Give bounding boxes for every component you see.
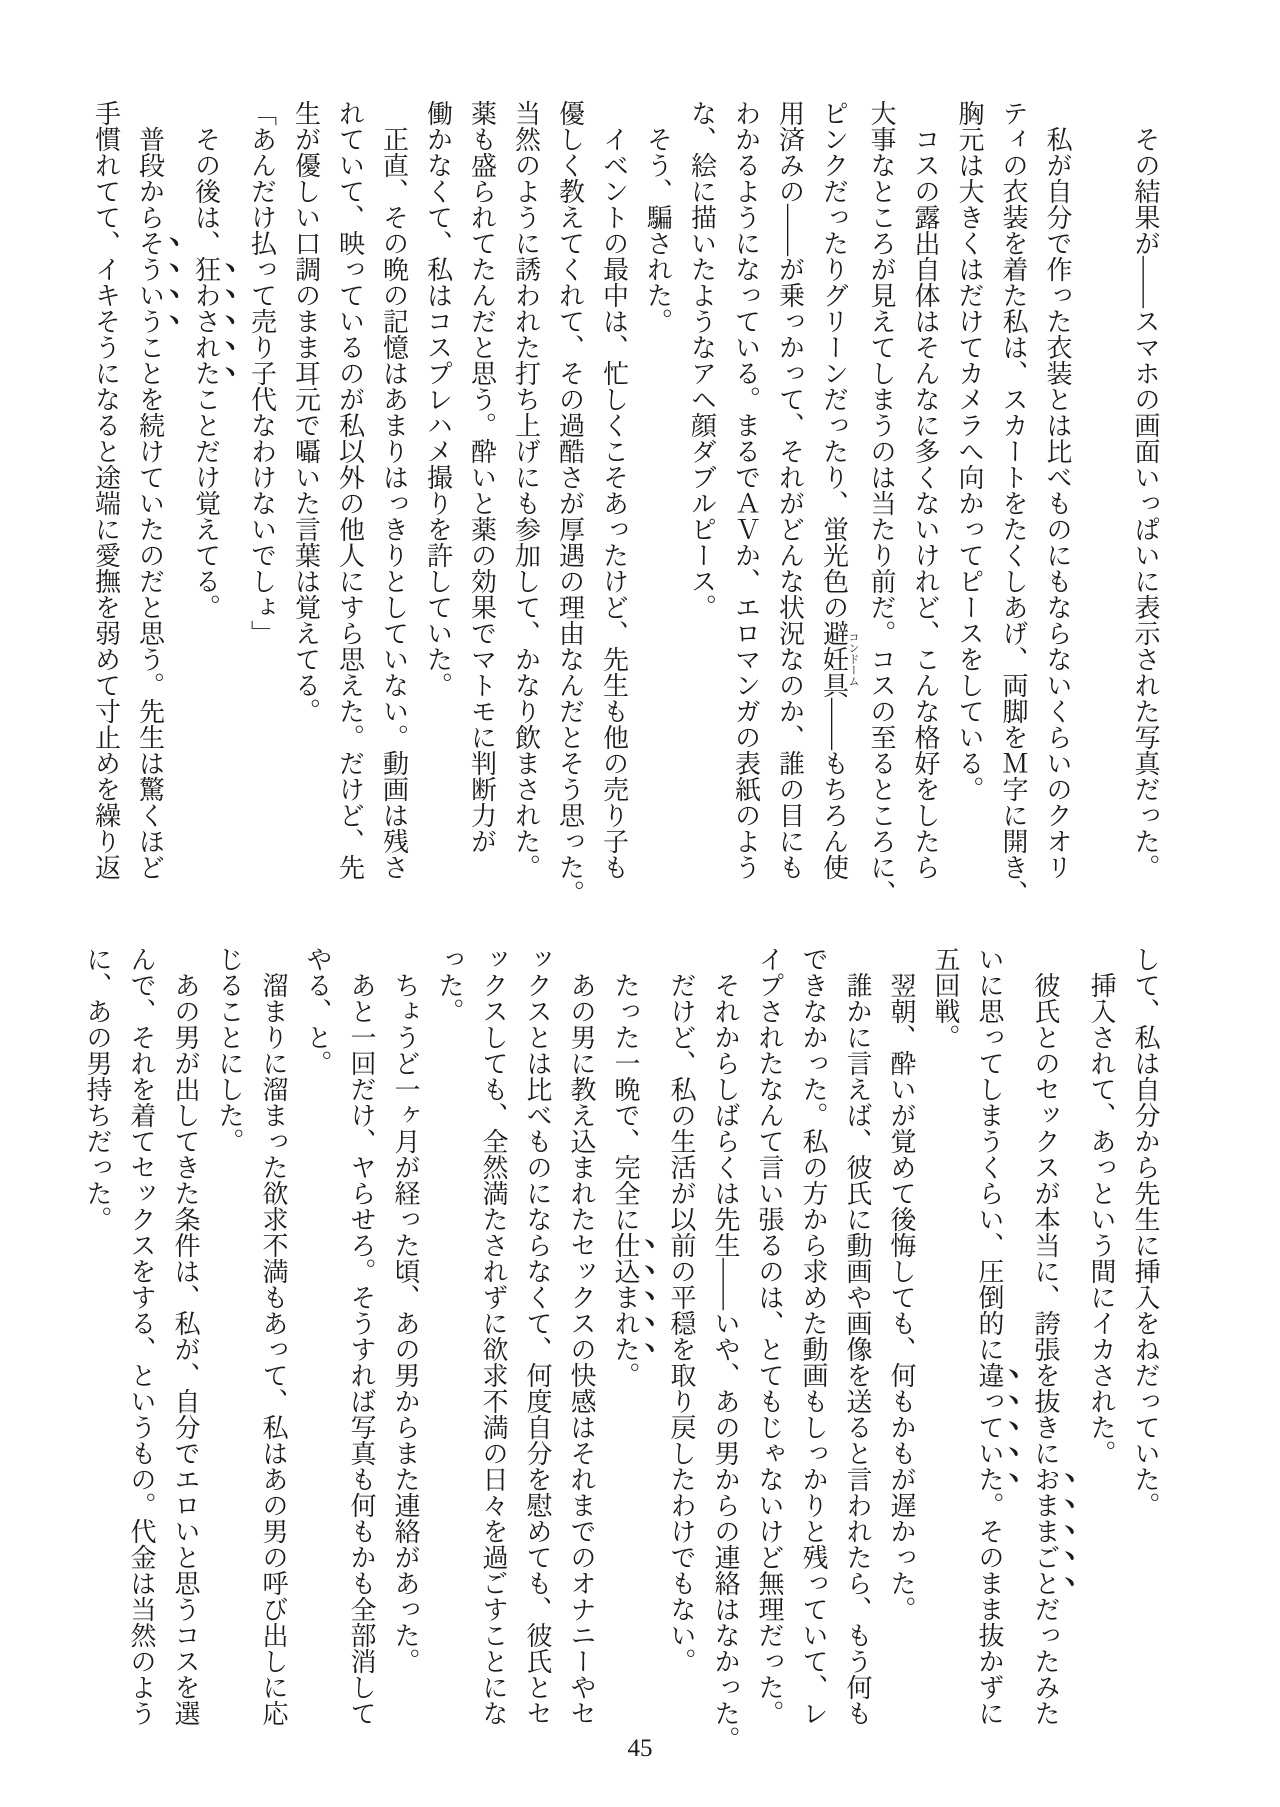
ruby-annotated-word: 避妊具コンドーム <box>819 620 859 698</box>
text-run: できなかった。私の方から求めた動画もしっかりと残っていて、レ <box>799 946 828 1726</box>
text-line <box>184 100 240 932</box>
text-run: 溜まりに溜まった欲求不満もあって、私はあの男の呼び出しに応 <box>259 972 288 1726</box>
text-line <box>207 946 251 1778</box>
text-line <box>328 100 372 932</box>
text-run: たった一晩で、完全に <box>611 972 640 1232</box>
text-line <box>636 100 680 932</box>
text-line <box>251 946 295 1778</box>
text-line <box>1079 946 1123 1778</box>
text-line <box>859 100 903 932</box>
bottom-text-block <box>75 946 1167 1778</box>
text-line <box>504 100 548 932</box>
text-line <box>659 946 703 1778</box>
text-run: 挿入されて、あっという間にイカされた。 <box>1087 972 1116 1466</box>
text-run: 五回戦。 <box>931 946 960 1050</box>
text-run: それからしばらくは先生――いや、あの男からの連絡はなかった。 <box>711 972 740 1752</box>
text-run: んで、それを着てセックスをする、というもの。代金は当然のよう <box>127 946 156 1726</box>
text-line <box>703 946 747 1778</box>
text-run: ――もちろん使 <box>819 698 849 880</box>
emphasized-text: 違っていた <box>975 1362 1004 1492</box>
text-line <box>592 100 636 932</box>
text-run: コスの露出自体はそんなに多くないけれど、こんな格好をしたら <box>911 126 940 880</box>
text-run: イベントの最中は、忙しくこそあったけど、先生も他の売り子も <box>599 126 629 880</box>
text-run: あと一回だけ、ヤらせろ。そうすれば写真も何もかも全部消して <box>347 972 376 1726</box>
text-run: ピンクだったりグリーンだったり、蛍光色の <box>819 100 849 620</box>
text-line <box>947 100 991 932</box>
text-line <box>128 100 184 932</box>
text-run: あの男に教え込まれたセックスの快感はそれまでのオナニーやセ <box>567 972 596 1726</box>
text-run: ちょうど一ヶ月が経った頃、あの男からまた連絡があった。 <box>391 972 420 1674</box>
text-run: った。 <box>435 946 464 1024</box>
text-line <box>559 946 603 1778</box>
top-text-block <box>84 100 1168 932</box>
text-line <box>603 946 659 1778</box>
text-run: 大事なところが見えてしまうのは当たり前だ。コスの至るところに、 <box>867 100 896 906</box>
text-run: 。 <box>611 1362 640 1388</box>
text-line <box>119 946 163 1778</box>
text-run: 生が優しい口調のまま耳元で囁いた言葉は覚えてる。 <box>291 100 321 724</box>
text-run: 用済みの――が乗っかって、それがどんな状況なのか、誰の目にも <box>775 100 805 880</box>
text-run: 優しく教えてくれて、その過酷さが厚遇の理由なんだとそう思った。 <box>555 100 585 906</box>
text-run: その後は、 <box>191 126 221 256</box>
text-line <box>747 946 791 1778</box>
text-run: 正直、その晩の記憶はあまりはっきりとしていない。動画は残さ <box>379 126 409 880</box>
blank-line <box>1079 100 1123 110</box>
text-run: して、私は自分から先生に挿入をねだっていた。 <box>1131 946 1160 1518</box>
text-line <box>515 946 559 1778</box>
text-run: 胸元は大きくはだけてカメラへ向かってピースをしている。 <box>955 100 984 802</box>
text-run: 当然のように誘われた打ち上げにも参加して、かなり飲まされた。 <box>511 100 541 880</box>
text-line <box>75 946 119 1778</box>
text-line <box>903 100 947 932</box>
emphasized-text: おままごと <box>1031 1466 1060 1596</box>
text-run: れていて、映っているのが私以外の他人にすら思えた。だけど、先 <box>335 100 365 880</box>
text-line <box>383 946 427 1778</box>
text-line <box>548 100 592 932</box>
text-run: イプされたなんて言い張るのは、とてもじゃないけど無理だった。 <box>755 946 784 1726</box>
text-run: 。そのまま抜かずに <box>975 1492 1004 1726</box>
text-line <box>240 100 284 932</box>
text-run: わかるようになっている。まるでＡＶか、エロマンガの表紙のよう <box>731 100 761 880</box>
text-line <box>427 946 471 1778</box>
text-line <box>339 946 383 1778</box>
text-run: じることにした。 <box>215 946 244 1154</box>
text-run: いに思ってしまうくらい、圧倒的に <box>975 946 1004 1362</box>
text-line <box>768 100 812 932</box>
text-run: ことを続けていたのだと思う。先生は驚くほど <box>135 334 165 880</box>
text-line <box>460 100 504 932</box>
text-line <box>295 946 339 1778</box>
text-run: ックスとは比べものにならなくて、何度自分を慰めても、彼氏とセ <box>523 946 552 1726</box>
text-run: だったみた <box>1031 1596 1060 1726</box>
text-line <box>1123 100 1167 932</box>
text-line <box>835 946 879 1778</box>
text-run: 働かなくて、私はコスプレハメ撮りを許していた。 <box>423 100 453 698</box>
text-line <box>923 946 967 1778</box>
text-line <box>416 100 460 932</box>
text-run: 誰かに言えば、彼氏に動画や画像を送ると言われたら、もう何も <box>843 972 872 1726</box>
text-line <box>1023 946 1079 1778</box>
text-run: 私が自分で作った衣装とは比べものにもならないくらいのクオリ <box>1043 126 1072 880</box>
text-run: 手慣れてて、イキそうになると途端に愛撫を弱めて寸止めを繰り返 <box>91 100 121 880</box>
text-line <box>1123 946 1167 1778</box>
text-run: やる、と。 <box>303 946 332 1076</box>
text-line <box>812 100 860 932</box>
text-run: だけど、私の生活が以前の平穏を取り戻したわけでもない。 <box>667 972 696 1674</box>
text-run: ことだけ覚えてる。 <box>191 386 221 620</box>
emphasized-text: 仕込まれた <box>611 1232 640 1362</box>
text-run: 彼氏とのセックスが本当に、誇張を抜きに <box>1031 972 1060 1466</box>
text-run: な、絵に描いたようなアヘ顔ダブルピース。 <box>687 100 717 620</box>
text-line <box>163 946 207 1778</box>
text-line <box>791 946 835 1778</box>
text-run: 翌朝、酔いが覚めて後悔しても、何もかもが遅かった。 <box>887 972 916 1622</box>
emphasized-text: 狂わされた <box>191 256 221 386</box>
text-run: そう、騙された。 <box>643 126 673 334</box>
text-run: ティの衣装を着た私は、スカートをたくしあげ、両脚をＭ字に開き、 <box>999 100 1028 906</box>
text-line <box>967 946 1023 1778</box>
text-line <box>879 946 923 1778</box>
page-number: 45 <box>627 1735 653 1762</box>
text-line <box>991 100 1035 932</box>
text-run: あの男が出してきた条件は、私が、自分でエロいと思うコスを選 <box>171 972 200 1726</box>
text-run: 「あんだけ払って売り子代なわけないでしょ」 <box>247 100 277 646</box>
text-line <box>724 100 768 932</box>
text-run: ックスしても、全然満たされずに欲求不満の日々を過ごすことにな <box>479 946 508 1726</box>
text-run: 普段から <box>135 126 165 230</box>
text-run: その結果が――スマホの画面いっぱいに表示された写真だった。 <box>1131 126 1160 880</box>
text-line <box>84 100 128 932</box>
text-line <box>284 100 328 932</box>
text-line <box>372 100 416 932</box>
emphasized-text: そういう <box>135 230 165 334</box>
text-run: に、あの男持ちだった。 <box>83 946 112 1232</box>
text-line <box>471 946 515 1778</box>
text-line <box>1035 100 1079 932</box>
text-run: 薬も盛られてたんだと思う。酔いと薬の効果でマトモに判断力が <box>467 100 497 854</box>
text-line <box>680 100 724 932</box>
